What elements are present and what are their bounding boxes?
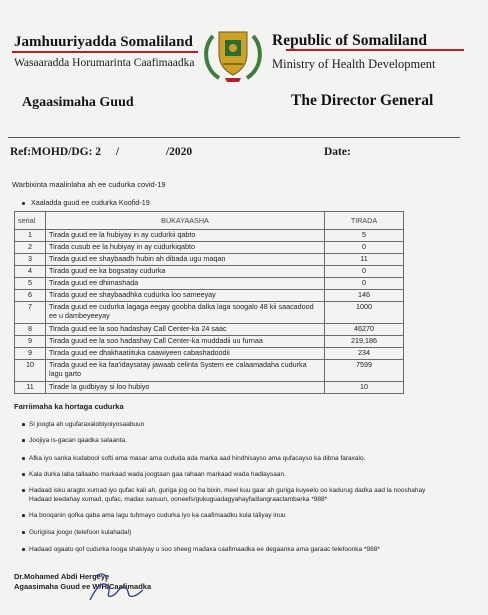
row-description: Tirada guud ee ka faa'idaysatay jawaab celinta System ee calaamadaha cudurka lagu garto: [46, 360, 325, 382]
letterhead-right: [272, 32, 472, 72]
ministry-name-english: Ministry of Health Development: [272, 57, 436, 71]
row-description: Tirada guud ee ka bogsatay cudurka: [46, 266, 325, 278]
row-count: 234: [325, 348, 404, 360]
row-count: 11: [325, 254, 404, 266]
table-row: [15, 348, 404, 360]
table-row: [15, 254, 404, 266]
table-row: [15, 336, 404, 348]
report-bullet: [22, 198, 150, 207]
department-somali: Agaasimaha Guud: [22, 95, 134, 110]
row-description: Tirada guud ee la soo hadashay Call Center-ka 24 saac: [46, 324, 325, 336]
row-description: Tirada guud ee cudurka lagaga eegay goobha dalka laga soogalo 48 kii saacadood ee u dambeyeeyay: [46, 302, 325, 324]
row-serial: 8: [15, 324, 46, 336]
list-item: Hadaad isku aragto xumad iyo qufac kali ah, guriga jog oo ha bixin, meel kuu gaar ah guriga kuyeelo oo kadurug dadka aad la nooshahay Hadaad leedahay xumad, qufac, madax xanuun, ooneefs/gukuguadagyahayfadlangraaclambarka *988*: [29, 486, 449, 504]
row-description: Tirada guud ee shaybaadh hubin ah dibada ugu maqan: [46, 254, 325, 266]
row-count: 0: [325, 266, 404, 278]
bullet-dot-icon: [22, 202, 25, 205]
list-item: Kala durka laba tallaabo markaad wada joogtaan gaa rahaan markaad wada hadlaysaan.: [29, 471, 286, 478]
row-count: 146: [325, 290, 404, 302]
row-description: Tirada guud ee dhimashada: [46, 278, 325, 290]
prevention-title: Farriimaha ka hortaga cudurka: [14, 402, 124, 411]
row-count: 219,186: [325, 336, 404, 348]
row-count: 46270: [325, 324, 404, 336]
row-description: Tirada guud ee shaybaadhka cudurka loo sameeyay: [46, 290, 325, 302]
report-intro: Warbixinta maalinlaha ah ee cudurka covid-19: [12, 180, 166, 189]
reference-line: [10, 146, 192, 158]
list-item: Afka iyo sanka kudabool softi ama masar ama cududa ada marka aad hindhisayso ama qufacayso ka dibna faraxalo.: [29, 455, 366, 462]
row-description: Tirada guud ee dhakhaatiituka caawiyeen cabashadoodii: [46, 348, 325, 360]
row-description: Tirade la gudbiyay si loo hubiyo: [46, 382, 325, 394]
reference-number: Ref:MOHD/DG: 2: [10, 146, 102, 158]
handwritten-signature-icon: [86, 570, 146, 608]
national-emblem-icon: [201, 24, 265, 84]
row-description: Tirada guud ee la soo hadashay Call Center-ka muddadii uu furnaa: [46, 336, 325, 348]
red-divider-left: [12, 51, 198, 53]
red-divider-right: [286, 49, 464, 51]
row-count: 7599: [325, 360, 404, 382]
table-row: [15, 360, 404, 382]
table-row: [15, 230, 404, 242]
list-item: Hadaad ogaato qof cudurka looga shakiyay u soo sheeg madaxa caafimaadka ee degaanka ama garaac telefoonka *988*: [29, 546, 380, 553]
country-name-somali: Jamhuuriyadda Somaliland: [14, 34, 193, 50]
ministry-name-somali: Wasaaradda Horumarinta Caafimaadka: [14, 57, 195, 69]
row-serial: 1: [15, 230, 46, 242]
header-serial: serial: [15, 212, 46, 230]
row-count: 0: [325, 242, 404, 254]
row-serial: 7: [15, 302, 46, 324]
row-serial: 4: [15, 266, 46, 278]
reference-slash: /: [115, 146, 120, 158]
table-row: [15, 266, 404, 278]
list-item: Joojiya is-gacan qaadka salaanta.: [29, 437, 127, 444]
row-serial: 11: [15, 382, 46, 394]
header-count: TIRADA: [325, 212, 404, 230]
row-serial: 3: [15, 254, 46, 266]
row-serial: 6: [15, 290, 46, 302]
row-count: 10: [325, 382, 404, 394]
table-header-row: [15, 212, 404, 230]
covid-statistics-table: [14, 211, 404, 394]
row-serial: 5: [15, 278, 46, 290]
list-item: Si joogta ah ugufaraxalobiyoiyosaabuun: [29, 421, 145, 428]
row-serial: 9: [15, 336, 46, 348]
date-label: Date:: [324, 146, 351, 158]
header-rule: [8, 137, 460, 138]
signatory-name: Dr.Mohamed Abdi Hergeye: [14, 572, 110, 581]
report-bullet-text: Xaaladda guud ee cudurka Koofid-19: [31, 198, 150, 207]
row-serial: 10: [15, 360, 46, 382]
table-row: [15, 290, 404, 302]
list-item: Gurigiisa joogo (telefoon kulahadal): [29, 529, 132, 536]
list-item: Ha booqanin qofka qaba ama lagu tuhmayo cudurka iyo ka caafimaadku kula taliyay inuu: [29, 512, 286, 519]
row-description: Tirada cusub ee la hubiyay in ay cudurkiqabto: [46, 242, 325, 254]
row-description: Tirada guud ee la hubiyay in ay cudurkii qabto: [46, 230, 325, 242]
row-count: 1000: [325, 302, 404, 324]
table-row: [15, 382, 404, 394]
table-row: [15, 278, 404, 290]
signatory-title: Agaasimaha Guud ee W/H/Caafimadka: [14, 582, 152, 591]
table-row: [15, 242, 404, 254]
table-row: [15, 324, 404, 336]
department-english: The Director General: [291, 92, 434, 109]
row-count: 0: [325, 278, 404, 290]
country-name-english: Republic of Somaliland: [272, 32, 428, 49]
row-count: 5: [325, 230, 404, 242]
row-serial: 9: [15, 348, 46, 360]
row-serial: 2: [15, 242, 46, 254]
table-row: [15, 302, 404, 324]
header-description: BUKAYAASHA: [46, 212, 325, 230]
reference-year: /2020: [165, 146, 193, 158]
